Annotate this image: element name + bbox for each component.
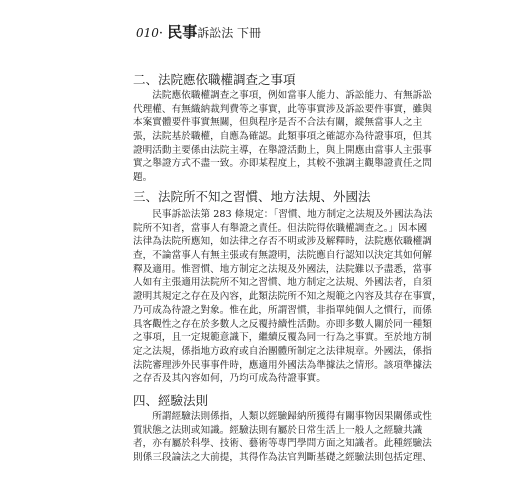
text-line: 本案實體要件事實無關，但與程序是否不合法有關，縱無當事人之主 xyxy=(133,117,423,129)
text-line: 證明其規定之存在及內容，此類法院所不知之規範之內容及其存在事實， xyxy=(133,291,442,303)
header-separator: · xyxy=(158,26,164,41)
text-line: 實之舉證方式不盡一致。亦即某程度上，其較不強調主觀舉證責任之問 xyxy=(133,158,432,170)
text-line: 代理權、有無織納裁判費等之事實，此等事實涉及訴訟要件事實，雖與 xyxy=(133,103,432,115)
text-line: 法院應依職權調查之事項，例如當事人能力、訴訟能力、有無訴訟 xyxy=(133,90,432,101)
section-heading: 三、法院所不知之習慣、地方法規、外國法 xyxy=(133,189,371,204)
section-heading: 二、法院應依職權調查之事項 xyxy=(133,72,296,87)
page-number: 010 xyxy=(136,26,159,40)
text-line: 民事訴訟法第 283 條規定：「習慣、地方制定之法規及外國法為法 xyxy=(133,209,433,220)
text-line: 釋及適用。惟習慣、地方制定之法規及外國法，法院難以予盡悉，當事 xyxy=(133,263,432,275)
book-subtitle: 訴訟法 下冊 xyxy=(197,26,262,40)
text-line: 則係三段論法之大前提，其得作為法官判斷基礎之經驗法則包括定理、 xyxy=(133,452,432,464)
section-paragraph xyxy=(133,89,432,185)
section-paragraph xyxy=(133,410,432,465)
text-line: 院所不知者，當事人有舉證之責任。但法院得依職權調查之。」因本國 xyxy=(133,222,428,234)
text-line: 質狀態之法則或知識。經驗法則有屬於日常生活上一般人之經驗共識 xyxy=(133,424,423,436)
text-line: 者，亦有屬於科學、技術、藝術等專門學問方面之知識者。此種經驗法 xyxy=(133,438,432,450)
book-title-brand: 民事 xyxy=(167,23,198,41)
text-line: 所謂經驗法則係指，人類以經驗歸納所獲得有關事物因果關係或性 xyxy=(133,411,432,422)
text-line: 之存否及其內容如何，乃均可成為待證事實。 xyxy=(133,373,326,385)
text-line: 法律為法院所應知，如法律之存否不明或涉及解釋時，法院應依職權調 xyxy=(133,236,432,248)
text-line: 證明活動主要係由法院主導，在舉證活動上，與上開應由當事人主張事 xyxy=(133,144,432,156)
text-line: 乃可成為待證之對象。惟在此，所謂習慣，非指單純個人之慣行，而係 xyxy=(133,304,432,316)
text-line: 人如有主張適用法院所不知之習慣、地方制定之法規、外國法者，自須 xyxy=(133,277,432,289)
text-line: 題。 xyxy=(133,172,153,184)
text-line: 法院審理涉外民事事件時，應適用外國法為準據法之情形。該項準據法 xyxy=(133,359,432,371)
section-heading: 四、經驗法則 xyxy=(133,393,209,408)
section-paragraph xyxy=(133,208,442,386)
text-line: 定之法規，係指地方政府或自治團體所制定之法律規章。外國法，係指 xyxy=(133,345,432,357)
text-line: 具客觀性之存在於多數人之反覆持續性活動。亦即多數人關於同一種類 xyxy=(133,318,432,330)
text-line: 查，不論當事人有無主張或有無證明，法院應自行認知以決定其如何解 xyxy=(133,250,432,262)
running-header xyxy=(136,21,261,42)
text-line: 之事項，且一定規範意識下，繼續反覆為同一行為之事實。至於地方制 xyxy=(133,332,432,344)
text-line: 張，法院基於職權，自應為確認。此類事項之確認亦為待證事項，但其 xyxy=(133,131,432,143)
